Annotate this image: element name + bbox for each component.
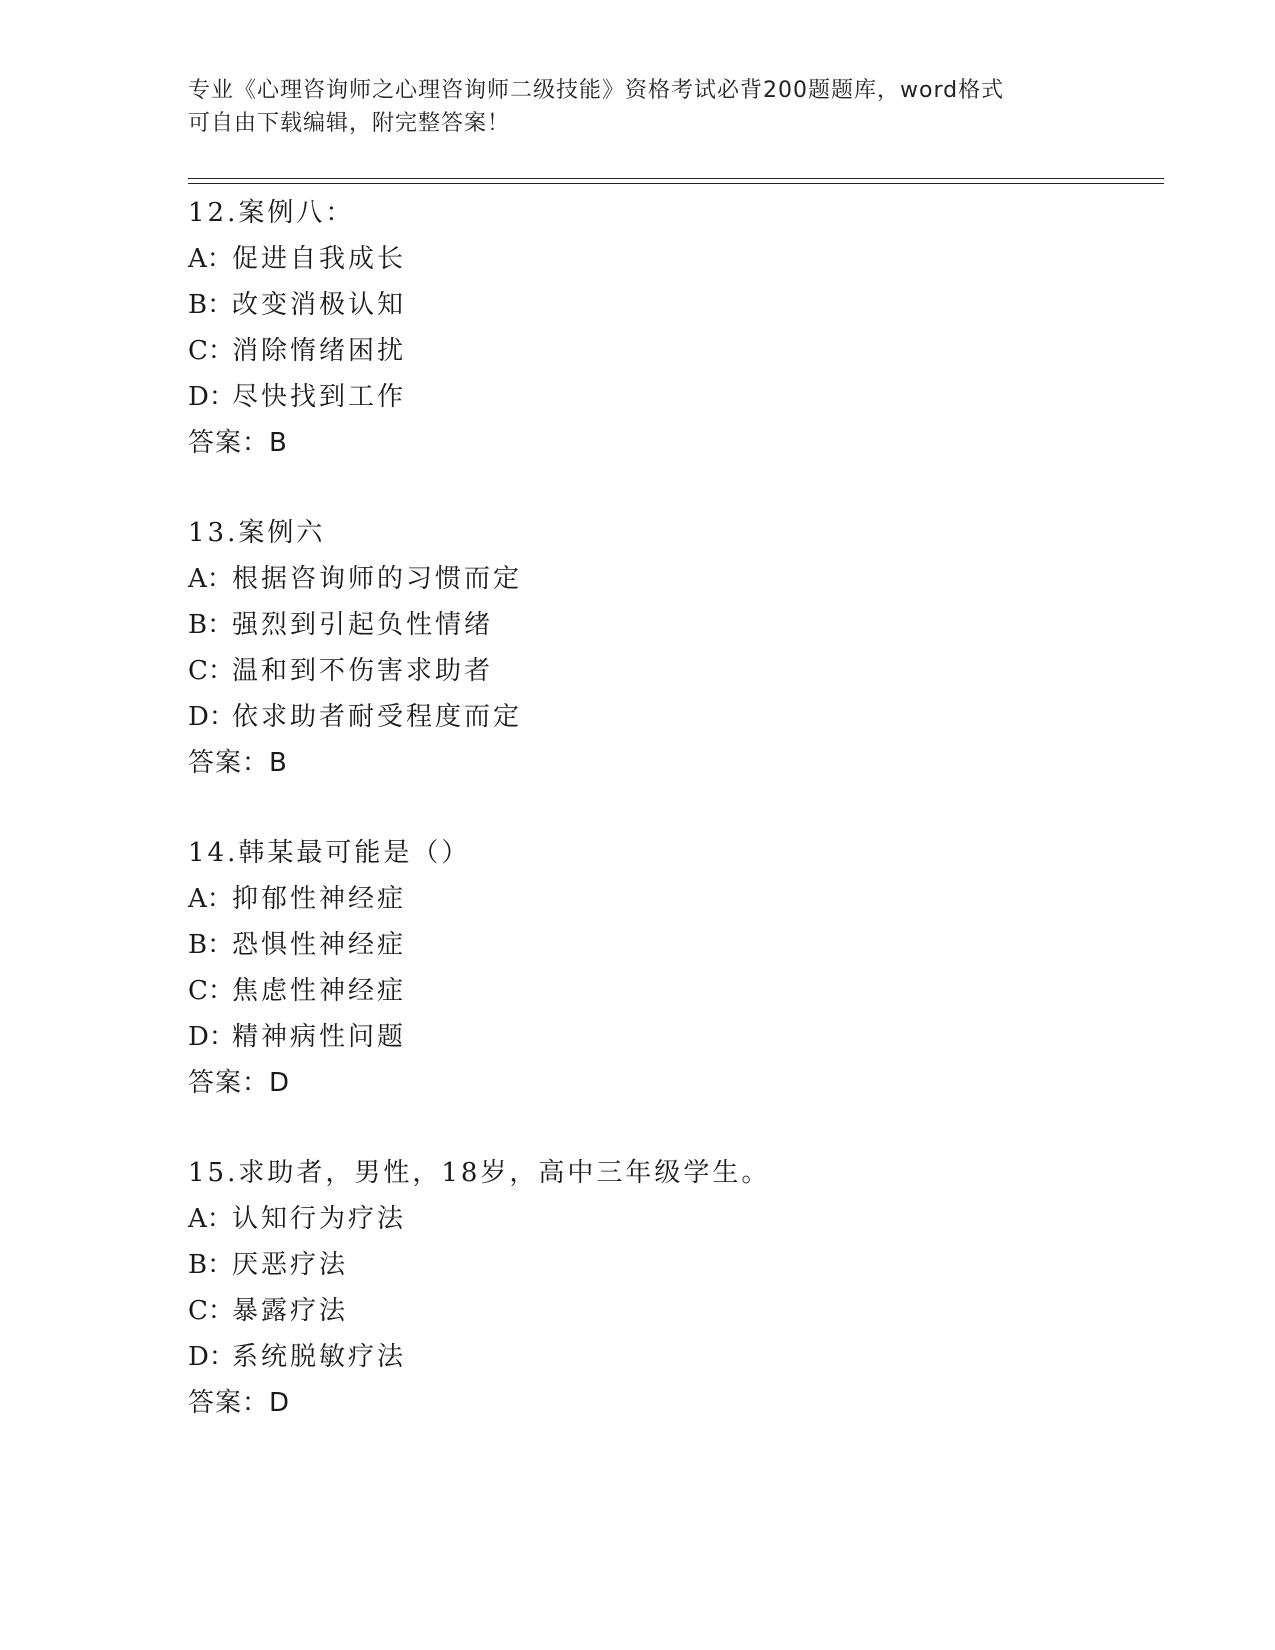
option-b	[188, 922, 1164, 968]
question-stem: 15.求助者，男性，18岁，高中三年级学生。	[188, 1158, 771, 1188]
option-text: 促进自我成长	[232, 244, 407, 274]
option-b	[188, 282, 1164, 328]
option-key: B：	[188, 290, 234, 320]
question-14	[188, 830, 1164, 1106]
option-key: C：	[188, 656, 234, 686]
option-c	[188, 328, 1164, 374]
question-stem: 14.韩某最可能是（）	[188, 838, 471, 868]
option-a	[188, 236, 1164, 282]
option-d	[188, 1014, 1164, 1060]
option-b	[188, 602, 1164, 648]
option-key: D：	[188, 1342, 235, 1372]
option-text: 精神病性问题	[232, 1022, 407, 1052]
header-line-1: 专业《心理咨询师之心理咨询师二级技能》资格考试必背200题题库，word格式	[188, 78, 1005, 103]
option-text: 依求助者耐受程度而定	[232, 702, 523, 732]
option-key: D：	[188, 382, 235, 412]
option-a	[188, 556, 1164, 602]
option-key: B：	[188, 1250, 234, 1280]
option-text: 厌恶疗法	[232, 1250, 349, 1280]
option-key: A：	[188, 564, 233, 594]
option-text: 根据咨询师的习惯而定	[232, 564, 523, 594]
answer-line: 答案：D	[188, 1388, 291, 1418]
answer-line: 答案：B	[188, 428, 288, 458]
header-divider-top	[188, 178, 1164, 179]
question-stem: 12.案例八：	[188, 198, 355, 228]
option-key: D：	[188, 702, 235, 732]
option-a	[188, 876, 1164, 922]
option-key: B：	[188, 610, 234, 640]
option-b	[188, 1242, 1164, 1288]
option-d	[188, 374, 1164, 420]
option-text: 认知行为疗法	[232, 1204, 407, 1234]
option-key: A：	[188, 1204, 233, 1234]
option-key: B：	[188, 930, 234, 960]
question-12	[188, 190, 1164, 466]
option-text: 消除惰绪困扰	[232, 336, 407, 366]
option-key: C：	[188, 336, 234, 366]
option-text: 温和到不伤害求助者	[232, 656, 494, 686]
question-stem: 13.案例六	[188, 518, 326, 548]
option-key: A：	[188, 244, 233, 274]
option-c	[188, 648, 1164, 694]
question-13	[188, 510, 1164, 786]
option-key: A：	[188, 884, 233, 914]
option-text: 改变消极认知	[232, 290, 407, 320]
option-key: D：	[188, 1022, 235, 1052]
option-text: 恐惧性神经症	[232, 930, 407, 960]
answer-line: 答案：B	[188, 748, 288, 778]
option-text: 尽快找到工作	[232, 382, 407, 412]
question-15	[188, 1150, 1164, 1426]
option-c	[188, 1288, 1164, 1334]
option-key: C：	[188, 976, 234, 1006]
option-key: C：	[188, 1296, 234, 1326]
option-text: 强烈到引起负性情绪	[232, 610, 494, 640]
document-header	[188, 74, 1088, 140]
option-d	[188, 694, 1164, 740]
option-a	[188, 1196, 1164, 1242]
answer-line: 答案：D	[188, 1068, 291, 1098]
option-text: 暴露疗法	[232, 1296, 349, 1326]
option-d	[188, 1334, 1164, 1380]
option-text: 抑郁性神经症	[232, 884, 407, 914]
option-text: 系统脱敏疗法	[232, 1342, 407, 1372]
header-line-2: 可自由下载编辑，附完整答案！	[188, 111, 511, 136]
option-c	[188, 968, 1164, 1014]
question-list	[188, 190, 1164, 1470]
header-divider-bottom	[188, 183, 1164, 184]
option-text: 焦虑性神经症	[232, 976, 407, 1006]
